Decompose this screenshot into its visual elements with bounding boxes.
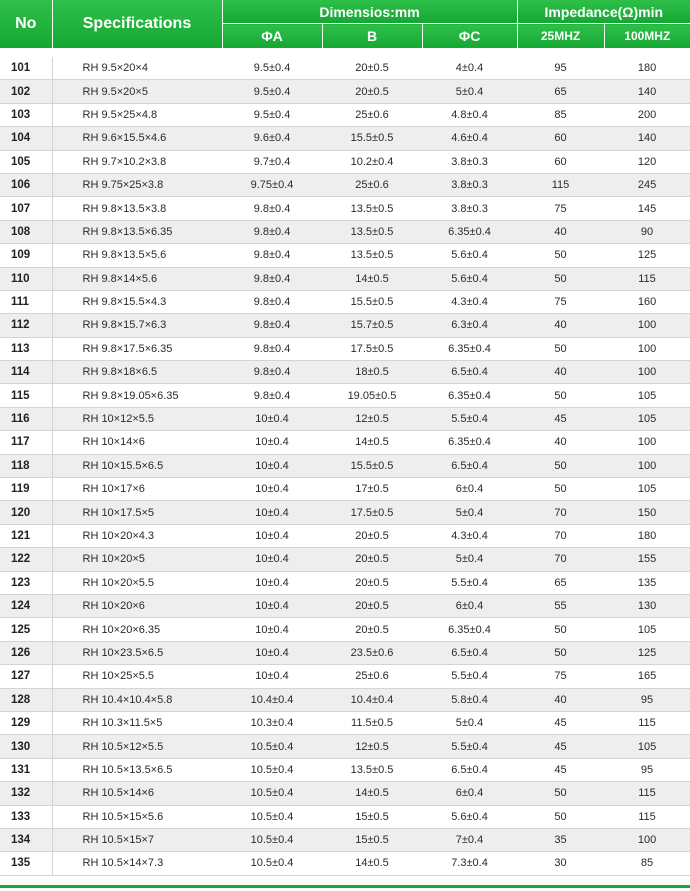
cell-specification: RH 10.5×15×7 — [52, 828, 222, 851]
cell-specification: RH 9.8×13.5×3.8 — [52, 197, 222, 220]
table-row — [0, 337, 690, 360]
cell-impedance-100mhz: 200 — [604, 103, 690, 126]
cell-impedance-100mhz: 135 — [604, 571, 690, 594]
cell-b: 13.5±0.5 — [322, 197, 422, 220]
cell-b: 17.5±0.5 — [322, 501, 422, 524]
cell-b: 15±0.5 — [322, 805, 422, 828]
table-body — [0, 57, 690, 875]
cell-b: 11.5±0.5 — [322, 711, 422, 734]
table-row — [0, 290, 690, 313]
cell-phi-c: 4.8±0.4 — [422, 103, 517, 126]
cell-impedance-100mhz: 100 — [604, 314, 690, 337]
cell-b: 14±0.5 — [322, 852, 422, 875]
table-row — [0, 173, 690, 196]
table-row — [0, 501, 690, 524]
cell-phi-c: 5±0.4 — [422, 501, 517, 524]
cell-phi-a: 9.7±0.4 — [222, 150, 322, 173]
cell-phi-c: 3.8±0.3 — [422, 173, 517, 196]
cell-impedance-25mhz: 70 — [517, 524, 604, 547]
cell-phi-a: 10±0.4 — [222, 454, 322, 477]
cell-phi-a: 9.8±0.4 — [222, 290, 322, 313]
cell-impedance-100mhz: 105 — [604, 384, 690, 407]
header-specifications: Specifications — [52, 0, 222, 48]
cell-specification: RH 10.5×15×5.6 — [52, 805, 222, 828]
table-row — [0, 618, 690, 641]
cell-phi-a: 10.5±0.4 — [222, 782, 322, 805]
cell-specification: RH 10×20×5 — [52, 548, 222, 571]
table-row — [0, 758, 690, 781]
cell-b: 15.5±0.5 — [322, 454, 422, 477]
cell-phi-c: 6±0.4 — [422, 594, 517, 617]
cell-impedance-25mhz: 55 — [517, 594, 604, 617]
cell-specification: RH 10.5×14×7.3 — [52, 852, 222, 875]
cell-phi-a: 9.8±0.4 — [222, 384, 322, 407]
table-row — [0, 454, 690, 477]
cell-impedance-100mhz: 140 — [604, 127, 690, 150]
cell-impedance-100mhz: 245 — [604, 173, 690, 196]
table-row — [0, 524, 690, 547]
cell-b: 17.5±0.5 — [322, 337, 422, 360]
cell-phi-c: 6.35±0.4 — [422, 220, 517, 243]
cell-impedance-25mhz: 70 — [517, 548, 604, 571]
cell-impedance-100mhz: 95 — [604, 758, 690, 781]
cell-impedance-25mhz: 115 — [517, 173, 604, 196]
cell-phi-c: 5±0.4 — [422, 548, 517, 571]
table-row — [0, 641, 690, 664]
cell-specification: RH 9.8×13.5×5.6 — [52, 244, 222, 267]
header-phi-c: ΦC — [422, 24, 517, 49]
cell-no: 123 — [0, 571, 52, 594]
cell-impedance-100mhz: 130 — [604, 594, 690, 617]
cell-phi-c: 6±0.4 — [422, 478, 517, 501]
cell-specification: RH 9.8×14×5.6 — [52, 267, 222, 290]
cell-impedance-25mhz: 40 — [517, 688, 604, 711]
cell-impedance-25mhz: 50 — [517, 618, 604, 641]
cell-b: 10.4±0.4 — [322, 688, 422, 711]
cell-specification: RH 9.6×15.5×4.6 — [52, 127, 222, 150]
cell-impedance-25mhz: 75 — [517, 197, 604, 220]
cell-no: 113 — [0, 337, 52, 360]
cell-impedance-25mhz: 40 — [517, 220, 604, 243]
table-row — [0, 384, 690, 407]
cell-phi-a: 10.3±0.4 — [222, 711, 322, 734]
cell-phi-c: 4.6±0.4 — [422, 127, 517, 150]
cell-specification: RH 10×15.5×6.5 — [52, 454, 222, 477]
table-row — [0, 782, 690, 805]
cell-b: 20±0.5 — [322, 594, 422, 617]
cell-specification: RH 10×12×5.5 — [52, 407, 222, 430]
cell-phi-a: 10.5±0.4 — [222, 852, 322, 875]
cell-no: 130 — [0, 735, 52, 758]
cell-phi-c: 5.6±0.4 — [422, 244, 517, 267]
header-row-top — [0, 0, 690, 24]
cell-no: 110 — [0, 267, 52, 290]
cell-no: 127 — [0, 665, 52, 688]
table-row — [0, 407, 690, 430]
cell-specification: RH 9.8×19.05×6.35 — [52, 384, 222, 407]
table-row — [0, 314, 690, 337]
cell-phi-c: 6.5±0.4 — [422, 758, 517, 781]
cell-no: 135 — [0, 852, 52, 875]
table-row — [0, 361, 690, 384]
cell-impedance-100mhz: 115 — [604, 782, 690, 805]
cell-no: 126 — [0, 641, 52, 664]
cell-b: 14±0.5 — [322, 267, 422, 290]
cell-phi-a: 10±0.4 — [222, 407, 322, 430]
cell-no: 120 — [0, 501, 52, 524]
cell-b: 13.5±0.5 — [322, 220, 422, 243]
cell-impedance-100mhz: 115 — [604, 267, 690, 290]
cell-phi-c: 6.35±0.4 — [422, 337, 517, 360]
cell-impedance-25mhz: 35 — [517, 828, 604, 851]
table-row — [0, 127, 690, 150]
table-row — [0, 150, 690, 173]
cell-impedance-100mhz: 90 — [604, 220, 690, 243]
table-row — [0, 267, 690, 290]
cell-specification: RH 9.7×10.2×3.8 — [52, 150, 222, 173]
table-row — [0, 478, 690, 501]
cell-impedance-100mhz: 125 — [604, 244, 690, 267]
cell-phi-a: 10.5±0.4 — [222, 758, 322, 781]
cell-impedance-100mhz: 100 — [604, 828, 690, 851]
cell-b: 15.5±0.5 — [322, 127, 422, 150]
cell-impedance-25mhz: 50 — [517, 478, 604, 501]
cell-specification: RH 9.8×13.5×6.35 — [52, 220, 222, 243]
cell-impedance-100mhz: 125 — [604, 641, 690, 664]
cell-b: 25±0.6 — [322, 173, 422, 196]
cell-b: 10.2±0.4 — [322, 150, 422, 173]
cell-no: 103 — [0, 103, 52, 126]
cell-specification: RH 10×20×4.3 — [52, 524, 222, 547]
cell-phi-a: 9.8±0.4 — [222, 197, 322, 220]
cell-phi-c: 6.3±0.4 — [422, 314, 517, 337]
cell-impedance-25mhz: 50 — [517, 641, 604, 664]
cell-b: 15.7±0.5 — [322, 314, 422, 337]
cell-phi-a: 10±0.4 — [222, 641, 322, 664]
table-row — [0, 735, 690, 758]
cell-impedance-100mhz: 115 — [604, 711, 690, 734]
cell-no: 115 — [0, 384, 52, 407]
cell-impedance-100mhz: 95 — [604, 688, 690, 711]
cell-b: 20±0.5 — [322, 57, 422, 80]
cell-phi-a: 10±0.4 — [222, 478, 322, 501]
cell-b: 23.5±0.6 — [322, 641, 422, 664]
cell-no: 133 — [0, 805, 52, 828]
table-row — [0, 665, 690, 688]
header-b: B — [322, 24, 422, 49]
cell-specification: RH 10.3×11.5×5 — [52, 711, 222, 734]
cell-impedance-25mhz: 60 — [517, 150, 604, 173]
cell-impedance-25mhz: 75 — [517, 665, 604, 688]
cell-specification: RH 10.5×13.5×6.5 — [52, 758, 222, 781]
table-row — [0, 571, 690, 594]
header-100mhz: 100MHZ — [604, 24, 690, 49]
cell-specification: RH 9.5×20×5 — [52, 80, 222, 103]
table-row — [0, 57, 690, 80]
cell-phi-a: 10.5±0.4 — [222, 735, 322, 758]
cell-phi-a: 9.8±0.4 — [222, 361, 322, 384]
cell-no: 128 — [0, 688, 52, 711]
cell-b: 15±0.5 — [322, 828, 422, 851]
cell-phi-a: 10±0.4 — [222, 571, 322, 594]
cell-specification: RH 10×23.5×6.5 — [52, 641, 222, 664]
table-row — [0, 805, 690, 828]
cell-phi-c: 7.3±0.4 — [422, 852, 517, 875]
cell-phi-a: 9.5±0.4 — [222, 80, 322, 103]
cell-specification: RH 10.5×12×5.5 — [52, 735, 222, 758]
cell-phi-c: 7±0.4 — [422, 828, 517, 851]
cell-impedance-25mhz: 50 — [517, 454, 604, 477]
cell-specification: RH 10×20×6.35 — [52, 618, 222, 641]
cell-phi-c: 6.35±0.4 — [422, 618, 517, 641]
cell-phi-c: 4.3±0.4 — [422, 524, 517, 547]
cell-b: 15.5±0.5 — [322, 290, 422, 313]
cell-no: 104 — [0, 127, 52, 150]
cell-impedance-100mhz: 145 — [604, 197, 690, 220]
cell-impedance-25mhz: 50 — [517, 782, 604, 805]
cell-impedance-100mhz: 160 — [604, 290, 690, 313]
cell-specification: RH 10×20×6 — [52, 594, 222, 617]
cell-specification: RH 9.5×25×4.8 — [52, 103, 222, 126]
header-dimensions: Dimensios:mm — [222, 0, 517, 24]
cell-impedance-100mhz: 115 — [604, 805, 690, 828]
cell-b: 14±0.5 — [322, 782, 422, 805]
cell-phi-a: 9.5±0.4 — [222, 103, 322, 126]
cell-impedance-100mhz: 180 — [604, 524, 690, 547]
cell-phi-c: 5±0.4 — [422, 80, 517, 103]
cell-impedance-25mhz: 50 — [517, 267, 604, 290]
cell-phi-a: 9.6±0.4 — [222, 127, 322, 150]
cell-impedance-25mhz: 45 — [517, 758, 604, 781]
cell-b: 19.05±0.5 — [322, 384, 422, 407]
cell-impedance-25mhz: 40 — [517, 361, 604, 384]
cell-phi-a: 10.5±0.4 — [222, 828, 322, 851]
table-row — [0, 688, 690, 711]
table-row — [0, 828, 690, 851]
cell-impedance-100mhz: 105 — [604, 618, 690, 641]
cell-specification: RH 9.8×17.5×6.35 — [52, 337, 222, 360]
header-gap — [0, 48, 690, 57]
table-row — [0, 244, 690, 267]
header-phi-a: ΦA — [222, 24, 322, 49]
cell-phi-a: 10±0.4 — [222, 594, 322, 617]
cell-impedance-25mhz: 65 — [517, 571, 604, 594]
cell-no: 107 — [0, 197, 52, 220]
cell-phi-a: 10±0.4 — [222, 665, 322, 688]
cell-impedance-25mhz: 85 — [517, 103, 604, 126]
cell-no: 132 — [0, 782, 52, 805]
cell-b: 25±0.6 — [322, 665, 422, 688]
cell-no: 116 — [0, 407, 52, 430]
cell-no: 131 — [0, 758, 52, 781]
table-row — [0, 431, 690, 454]
cell-phi-a: 10±0.4 — [222, 618, 322, 641]
cell-phi-a: 9.75±0.4 — [222, 173, 322, 196]
cell-specification: RH 10×14×6 — [52, 431, 222, 454]
cell-phi-c: 5.5±0.4 — [422, 735, 517, 758]
cell-phi-a: 10±0.4 — [222, 524, 322, 547]
cell-phi-c: 5±0.4 — [422, 711, 517, 734]
cell-specification: RH 9.8×15.7×6.3 — [52, 314, 222, 337]
cell-impedance-100mhz: 105 — [604, 407, 690, 430]
cell-phi-a: 10±0.4 — [222, 501, 322, 524]
cell-impedance-25mhz: 70 — [517, 501, 604, 524]
cell-specification: RH 9.8×15.5×4.3 — [52, 290, 222, 313]
table-row — [0, 197, 690, 220]
cell-impedance-25mhz: 95 — [517, 57, 604, 80]
table-row — [0, 852, 690, 875]
cell-impedance-25mhz: 75 — [517, 290, 604, 313]
cell-impedance-25mhz: 65 — [517, 80, 604, 103]
cell-impedance-100mhz: 105 — [604, 478, 690, 501]
cell-b: 20±0.5 — [322, 548, 422, 571]
cell-phi-c: 6.5±0.4 — [422, 641, 517, 664]
cell-phi-a: 9.8±0.4 — [222, 220, 322, 243]
cell-no: 111 — [0, 290, 52, 313]
cell-specification: RH 9.8×18×6.5 — [52, 361, 222, 384]
cell-no: 125 — [0, 618, 52, 641]
table-row — [0, 103, 690, 126]
cell-phi-c: 3.8±0.3 — [422, 197, 517, 220]
cell-specification: RH 9.75×25×3.8 — [52, 173, 222, 196]
table-header — [0, 0, 690, 57]
cell-b: 18±0.5 — [322, 361, 422, 384]
cell-impedance-100mhz: 100 — [604, 337, 690, 360]
cell-phi-a: 9.5±0.4 — [222, 57, 322, 80]
cell-phi-c: 5.8±0.4 — [422, 688, 517, 711]
cell-phi-c: 5.5±0.4 — [422, 407, 517, 430]
cell-b: 25±0.6 — [322, 103, 422, 126]
cell-no: 102 — [0, 80, 52, 103]
cell-impedance-100mhz: 150 — [604, 501, 690, 524]
cell-no: 124 — [0, 594, 52, 617]
cell-no: 134 — [0, 828, 52, 851]
cell-specification: RH 10.5×14×6 — [52, 782, 222, 805]
cell-b: 13.5±0.5 — [322, 244, 422, 267]
cell-impedance-25mhz: 30 — [517, 852, 604, 875]
cell-phi-c: 3.8±0.3 — [422, 150, 517, 173]
table-row — [0, 220, 690, 243]
cell-impedance-25mhz: 60 — [517, 127, 604, 150]
cell-b: 14±0.5 — [322, 431, 422, 454]
table-row — [0, 594, 690, 617]
cell-b: 13.5±0.5 — [322, 758, 422, 781]
cell-specification: RH 10×25×5.5 — [52, 665, 222, 688]
cell-no: 109 — [0, 244, 52, 267]
cell-b: 12±0.5 — [322, 407, 422, 430]
cell-specification: RH 10.4×10.4×5.8 — [52, 688, 222, 711]
cell-phi-a: 10.5±0.4 — [222, 805, 322, 828]
cell-impedance-25mhz: 45 — [517, 407, 604, 430]
cell-impedance-100mhz: 180 — [604, 57, 690, 80]
header-impedance: Impedance(Ω)min — [517, 0, 690, 24]
cell-impedance-100mhz: 120 — [604, 150, 690, 173]
cell-no: 118 — [0, 454, 52, 477]
cell-specification: RH 10×17×6 — [52, 478, 222, 501]
cell-specification: RH 9.5×20×4 — [52, 57, 222, 80]
cell-no: 105 — [0, 150, 52, 173]
cell-b: 20±0.5 — [322, 571, 422, 594]
table-row — [0, 548, 690, 571]
cell-b: 17±0.5 — [322, 478, 422, 501]
cell-impedance-25mhz: 40 — [517, 314, 604, 337]
cell-no: 122 — [0, 548, 52, 571]
bottom-rule — [0, 885, 690, 888]
cell-no: 129 — [0, 711, 52, 734]
cell-impedance-100mhz: 155 — [604, 548, 690, 571]
cell-impedance-25mhz: 40 — [517, 431, 604, 454]
cell-impedance-25mhz: 45 — [517, 735, 604, 758]
cell-no: 117 — [0, 431, 52, 454]
table-row — [0, 711, 690, 734]
cell-impedance-25mhz: 45 — [517, 711, 604, 734]
cell-impedance-100mhz: 140 — [604, 80, 690, 103]
cell-specification: RH 10×20×5.5 — [52, 571, 222, 594]
cell-phi-c: 4.3±0.4 — [422, 290, 517, 313]
cell-impedance-100mhz: 100 — [604, 454, 690, 477]
cell-phi-a: 10±0.4 — [222, 548, 322, 571]
cell-phi-c: 6.5±0.4 — [422, 454, 517, 477]
cell-b: 20±0.5 — [322, 618, 422, 641]
cell-no: 114 — [0, 361, 52, 384]
cell-no: 101 — [0, 57, 52, 80]
cell-phi-a: 9.8±0.4 — [222, 314, 322, 337]
cell-b: 12±0.5 — [322, 735, 422, 758]
cell-no: 119 — [0, 478, 52, 501]
cell-impedance-25mhz: 50 — [517, 805, 604, 828]
header-25mhz: 25MHZ — [517, 24, 604, 49]
cell-phi-a: 9.8±0.4 — [222, 337, 322, 360]
cell-phi-a: 10±0.4 — [222, 431, 322, 454]
cell-specification: RH 10×17.5×5 — [52, 501, 222, 524]
cell-phi-a: 10.4±0.4 — [222, 688, 322, 711]
cell-impedance-25mhz: 50 — [517, 244, 604, 267]
cell-phi-c: 5.5±0.4 — [422, 571, 517, 594]
table-row — [0, 80, 690, 103]
header-no: No — [0, 0, 52, 48]
cell-phi-c: 6.5±0.4 — [422, 361, 517, 384]
cell-no: 121 — [0, 524, 52, 547]
cell-impedance-100mhz: 105 — [604, 735, 690, 758]
cell-no: 112 — [0, 314, 52, 337]
cell-impedance-100mhz: 100 — [604, 431, 690, 454]
cell-phi-c: 5.5±0.4 — [422, 665, 517, 688]
cell-b: 20±0.5 — [322, 80, 422, 103]
cell-impedance-100mhz: 100 — [604, 361, 690, 384]
cell-phi-c: 6.35±0.4 — [422, 384, 517, 407]
cell-phi-a: 9.8±0.4 — [222, 244, 322, 267]
cell-phi-c: 6.35±0.4 — [422, 431, 517, 454]
cell-no: 106 — [0, 173, 52, 196]
cell-phi-a: 9.8±0.4 — [222, 267, 322, 290]
cell-phi-c: 4±0.4 — [422, 57, 517, 80]
cell-impedance-25mhz: 50 — [517, 384, 604, 407]
cell-phi-c: 6±0.4 — [422, 782, 517, 805]
cell-impedance-25mhz: 50 — [517, 337, 604, 360]
cell-b: 20±0.5 — [322, 524, 422, 547]
cell-impedance-100mhz: 85 — [604, 852, 690, 875]
cell-impedance-100mhz: 165 — [604, 665, 690, 688]
cell-no: 108 — [0, 220, 52, 243]
cell-phi-c: 5.6±0.4 — [422, 267, 517, 290]
cell-phi-c: 5.6±0.4 — [422, 805, 517, 828]
